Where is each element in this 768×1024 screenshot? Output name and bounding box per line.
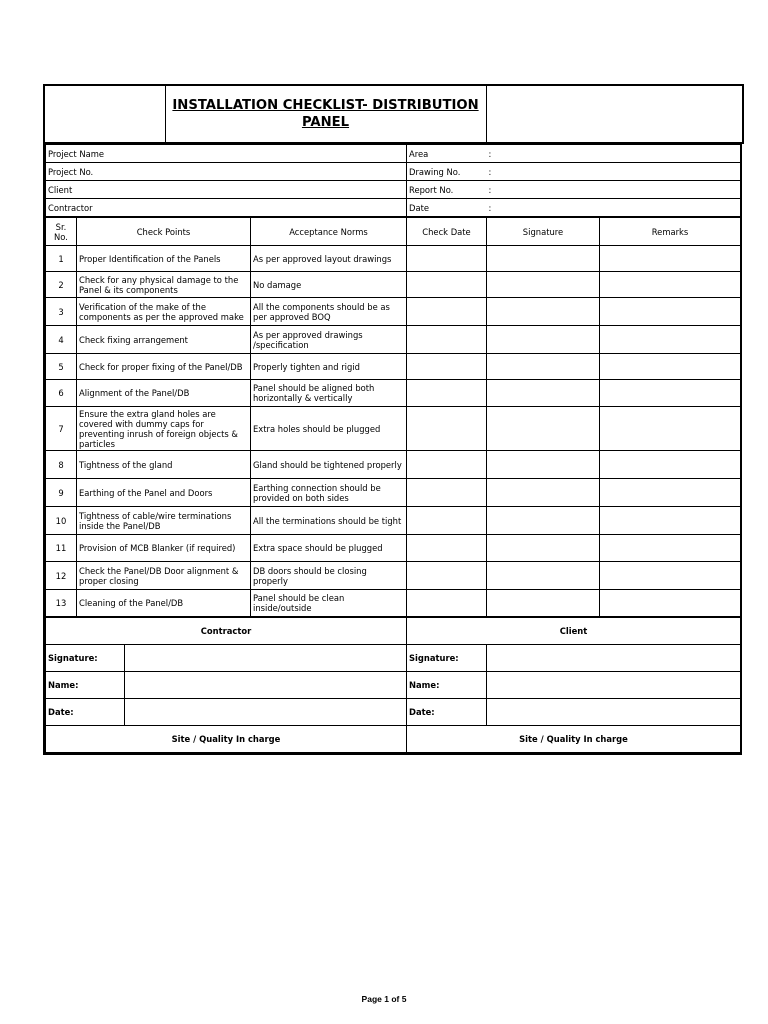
row-check-date[interactable] xyxy=(407,507,487,535)
row-acceptance-norm: Panel should be clean inside/outside xyxy=(251,590,407,617)
row-check-date[interactable] xyxy=(407,535,487,562)
drawing-no-label: Drawing No. xyxy=(407,163,487,181)
row-remarks[interactable] xyxy=(600,562,741,590)
table-row xyxy=(46,507,741,535)
row-sr-no: 1 xyxy=(46,246,77,272)
row-check-point: Verification of the make of the components as per the approved make xyxy=(77,298,251,326)
row-sr-no: 3 xyxy=(46,298,77,326)
contractor-heading: Contractor xyxy=(46,618,407,645)
row-signature[interactable] xyxy=(487,298,600,326)
row-check-date[interactable] xyxy=(407,562,487,590)
row-check-point: Check the Panel/DB Door alignment & proper closing xyxy=(77,562,251,590)
client-name-label: Name: xyxy=(407,672,487,699)
row-check-date[interactable] xyxy=(407,354,487,380)
client-heading: Client xyxy=(407,618,741,645)
checklist-table xyxy=(45,217,741,617)
document-title: INSTALLATION CHECKLIST- DISTRIBUTION PANEL xyxy=(165,85,486,143)
row-signature[interactable] xyxy=(487,272,600,298)
table-row xyxy=(46,298,741,326)
row-check-date[interactable] xyxy=(407,451,487,479)
site-quality-incharge-right: Site / Quality In charge xyxy=(407,726,741,753)
row-remarks[interactable] xyxy=(600,380,741,407)
row-signature[interactable] xyxy=(487,326,600,354)
drawing-no-value: : xyxy=(487,163,741,181)
row-remarks[interactable] xyxy=(600,326,741,354)
table-row xyxy=(46,246,741,272)
row-signature[interactable] xyxy=(487,246,600,272)
row-signature[interactable] xyxy=(487,479,600,507)
page-footer: Page 1 of 5 xyxy=(361,994,407,1004)
row-acceptance-norm: All the terminations should be tight xyxy=(251,507,407,535)
row-check-point: Earthing of the Panel and Doors xyxy=(77,479,251,507)
contractor-date-label: Date: xyxy=(46,699,125,726)
row-remarks[interactable] xyxy=(600,507,741,535)
client-name-field[interactable] xyxy=(487,672,741,699)
row-sr-no: 11 xyxy=(46,535,77,562)
row-check-point: Check for any physical damage to the Panel & its components xyxy=(77,272,251,298)
client-signature-field[interactable] xyxy=(487,645,741,672)
row-signature[interactable] xyxy=(487,354,600,380)
row-check-point: Provision of MCB Blanker (if required) xyxy=(77,535,251,562)
row-acceptance-norm: Earthing connection should be provided on both sides xyxy=(251,479,407,507)
row-remarks[interactable] xyxy=(600,354,741,380)
client-label: Client xyxy=(46,181,407,199)
row-check-date[interactable] xyxy=(407,407,487,451)
col-sr-no: Sr. No. xyxy=(46,218,77,246)
client-date-label: Date: xyxy=(407,699,487,726)
table-row xyxy=(46,272,741,298)
table-row xyxy=(46,590,741,617)
contractor-name-label: Name: xyxy=(46,672,125,699)
row-sr-no: 13 xyxy=(46,590,77,617)
row-check-point: Tightness of the gland xyxy=(77,451,251,479)
table-row xyxy=(46,380,741,407)
row-acceptance-norm: All the components should be as per approved BOQ xyxy=(251,298,407,326)
row-remarks[interactable] xyxy=(600,246,741,272)
col-signature: Signature xyxy=(487,218,600,246)
table-row xyxy=(46,407,741,451)
row-signature[interactable] xyxy=(487,451,600,479)
project-no-label: Project No. xyxy=(46,163,407,181)
row-check-date[interactable] xyxy=(407,272,487,298)
row-acceptance-norm: As per approved layout drawings xyxy=(251,246,407,272)
row-signature[interactable] xyxy=(487,590,600,617)
row-signature[interactable] xyxy=(487,380,600,407)
row-remarks[interactable] xyxy=(600,590,741,617)
row-remarks[interactable] xyxy=(600,479,741,507)
row-check-date[interactable] xyxy=(407,246,487,272)
table-row xyxy=(46,479,741,507)
row-check-point: Proper Identification of the Panels xyxy=(77,246,251,272)
row-acceptance-norm: As per approved drawings /specification xyxy=(251,326,407,354)
row-remarks[interactable] xyxy=(600,272,741,298)
row-acceptance-norm: Gland should be tightened properly xyxy=(251,451,407,479)
row-check-point: Ensure the extra gland holes are covered with dummy caps for preventing inrush of foreign objects & particles xyxy=(77,407,251,451)
form-body xyxy=(43,144,742,755)
logo-left-cell xyxy=(44,85,165,143)
row-acceptance-norm: DB doors should be closing properly xyxy=(251,562,407,590)
row-signature[interactable] xyxy=(487,407,600,451)
table-row xyxy=(46,535,741,562)
row-sr-no: 4 xyxy=(46,326,77,354)
col-remarks: Remarks xyxy=(600,218,741,246)
row-acceptance-norm: Extra holes should be plugged xyxy=(251,407,407,451)
table-row xyxy=(46,354,741,380)
contractor-date-field[interactable] xyxy=(125,699,407,726)
row-check-date[interactable] xyxy=(407,380,487,407)
row-check-point: Cleaning of the Panel/DB xyxy=(77,590,251,617)
contractor-label: Contractor xyxy=(46,199,407,217)
col-acceptance-norms: Acceptance Norms xyxy=(251,218,407,246)
client-date-field[interactable] xyxy=(487,699,741,726)
row-sr-no: 8 xyxy=(46,451,77,479)
row-check-point: Tightness of cable/wire terminations inside the Panel/DB xyxy=(77,507,251,535)
checklist-sheet xyxy=(43,84,742,755)
row-remarks[interactable] xyxy=(600,407,741,451)
row-sr-no: 6 xyxy=(46,380,77,407)
contractor-name-field[interactable] xyxy=(125,672,407,699)
row-check-date[interactable] xyxy=(407,590,487,617)
report-no-label: Report No. xyxy=(407,181,487,199)
row-check-point: Alignment of the Panel/DB xyxy=(77,380,251,407)
date-label: Date xyxy=(407,199,487,217)
contractor-signature-field[interactable] xyxy=(125,645,407,672)
row-signature[interactable] xyxy=(487,507,600,535)
row-signature[interactable] xyxy=(487,562,600,590)
row-acceptance-norm: Panel should be aligned both horizontally & vertically xyxy=(251,380,407,407)
table-row xyxy=(46,451,741,479)
row-remarks[interactable] xyxy=(600,451,741,479)
row-acceptance-norm: Properly tighten and rigid xyxy=(251,354,407,380)
client-signature-label: Signature: xyxy=(407,645,487,672)
row-check-date[interactable] xyxy=(407,479,487,507)
col-check-date: Check Date xyxy=(407,218,487,246)
row-acceptance-norm: No damage xyxy=(251,272,407,298)
row-sr-no: 2 xyxy=(46,272,77,298)
row-remarks[interactable] xyxy=(600,535,741,562)
col-check-points: Check Points xyxy=(77,218,251,246)
row-check-date[interactable] xyxy=(407,326,487,354)
row-sr-no: 12 xyxy=(46,562,77,590)
project-info-table xyxy=(45,144,741,217)
row-check-date[interactable] xyxy=(407,298,487,326)
row-remarks[interactable] xyxy=(600,298,741,326)
project-name-label: Project Name xyxy=(46,145,407,163)
header-table xyxy=(43,84,744,144)
logo-right-cell xyxy=(486,85,743,143)
row-sr-no: 9 xyxy=(46,479,77,507)
row-sr-no: 10 xyxy=(46,507,77,535)
table-row xyxy=(46,326,741,354)
row-check-point: Check fixing arrangement xyxy=(77,326,251,354)
row-sr-no: 7 xyxy=(46,407,77,451)
contractor-signature-label: Signature: xyxy=(46,645,125,672)
table-row xyxy=(46,562,741,590)
report-no-value: : xyxy=(487,181,741,199)
area-value: : xyxy=(487,145,741,163)
row-signature[interactable] xyxy=(487,535,600,562)
row-sr-no: 5 xyxy=(46,354,77,380)
date-value: : xyxy=(487,199,741,217)
row-acceptance-norm: Extra space should be plugged xyxy=(251,535,407,562)
row-check-point: Check for proper fixing of the Panel/DB xyxy=(77,354,251,380)
signoff-table xyxy=(45,617,741,753)
site-quality-incharge-left: Site / Quality In charge xyxy=(46,726,407,753)
area-label: Area xyxy=(407,145,487,163)
